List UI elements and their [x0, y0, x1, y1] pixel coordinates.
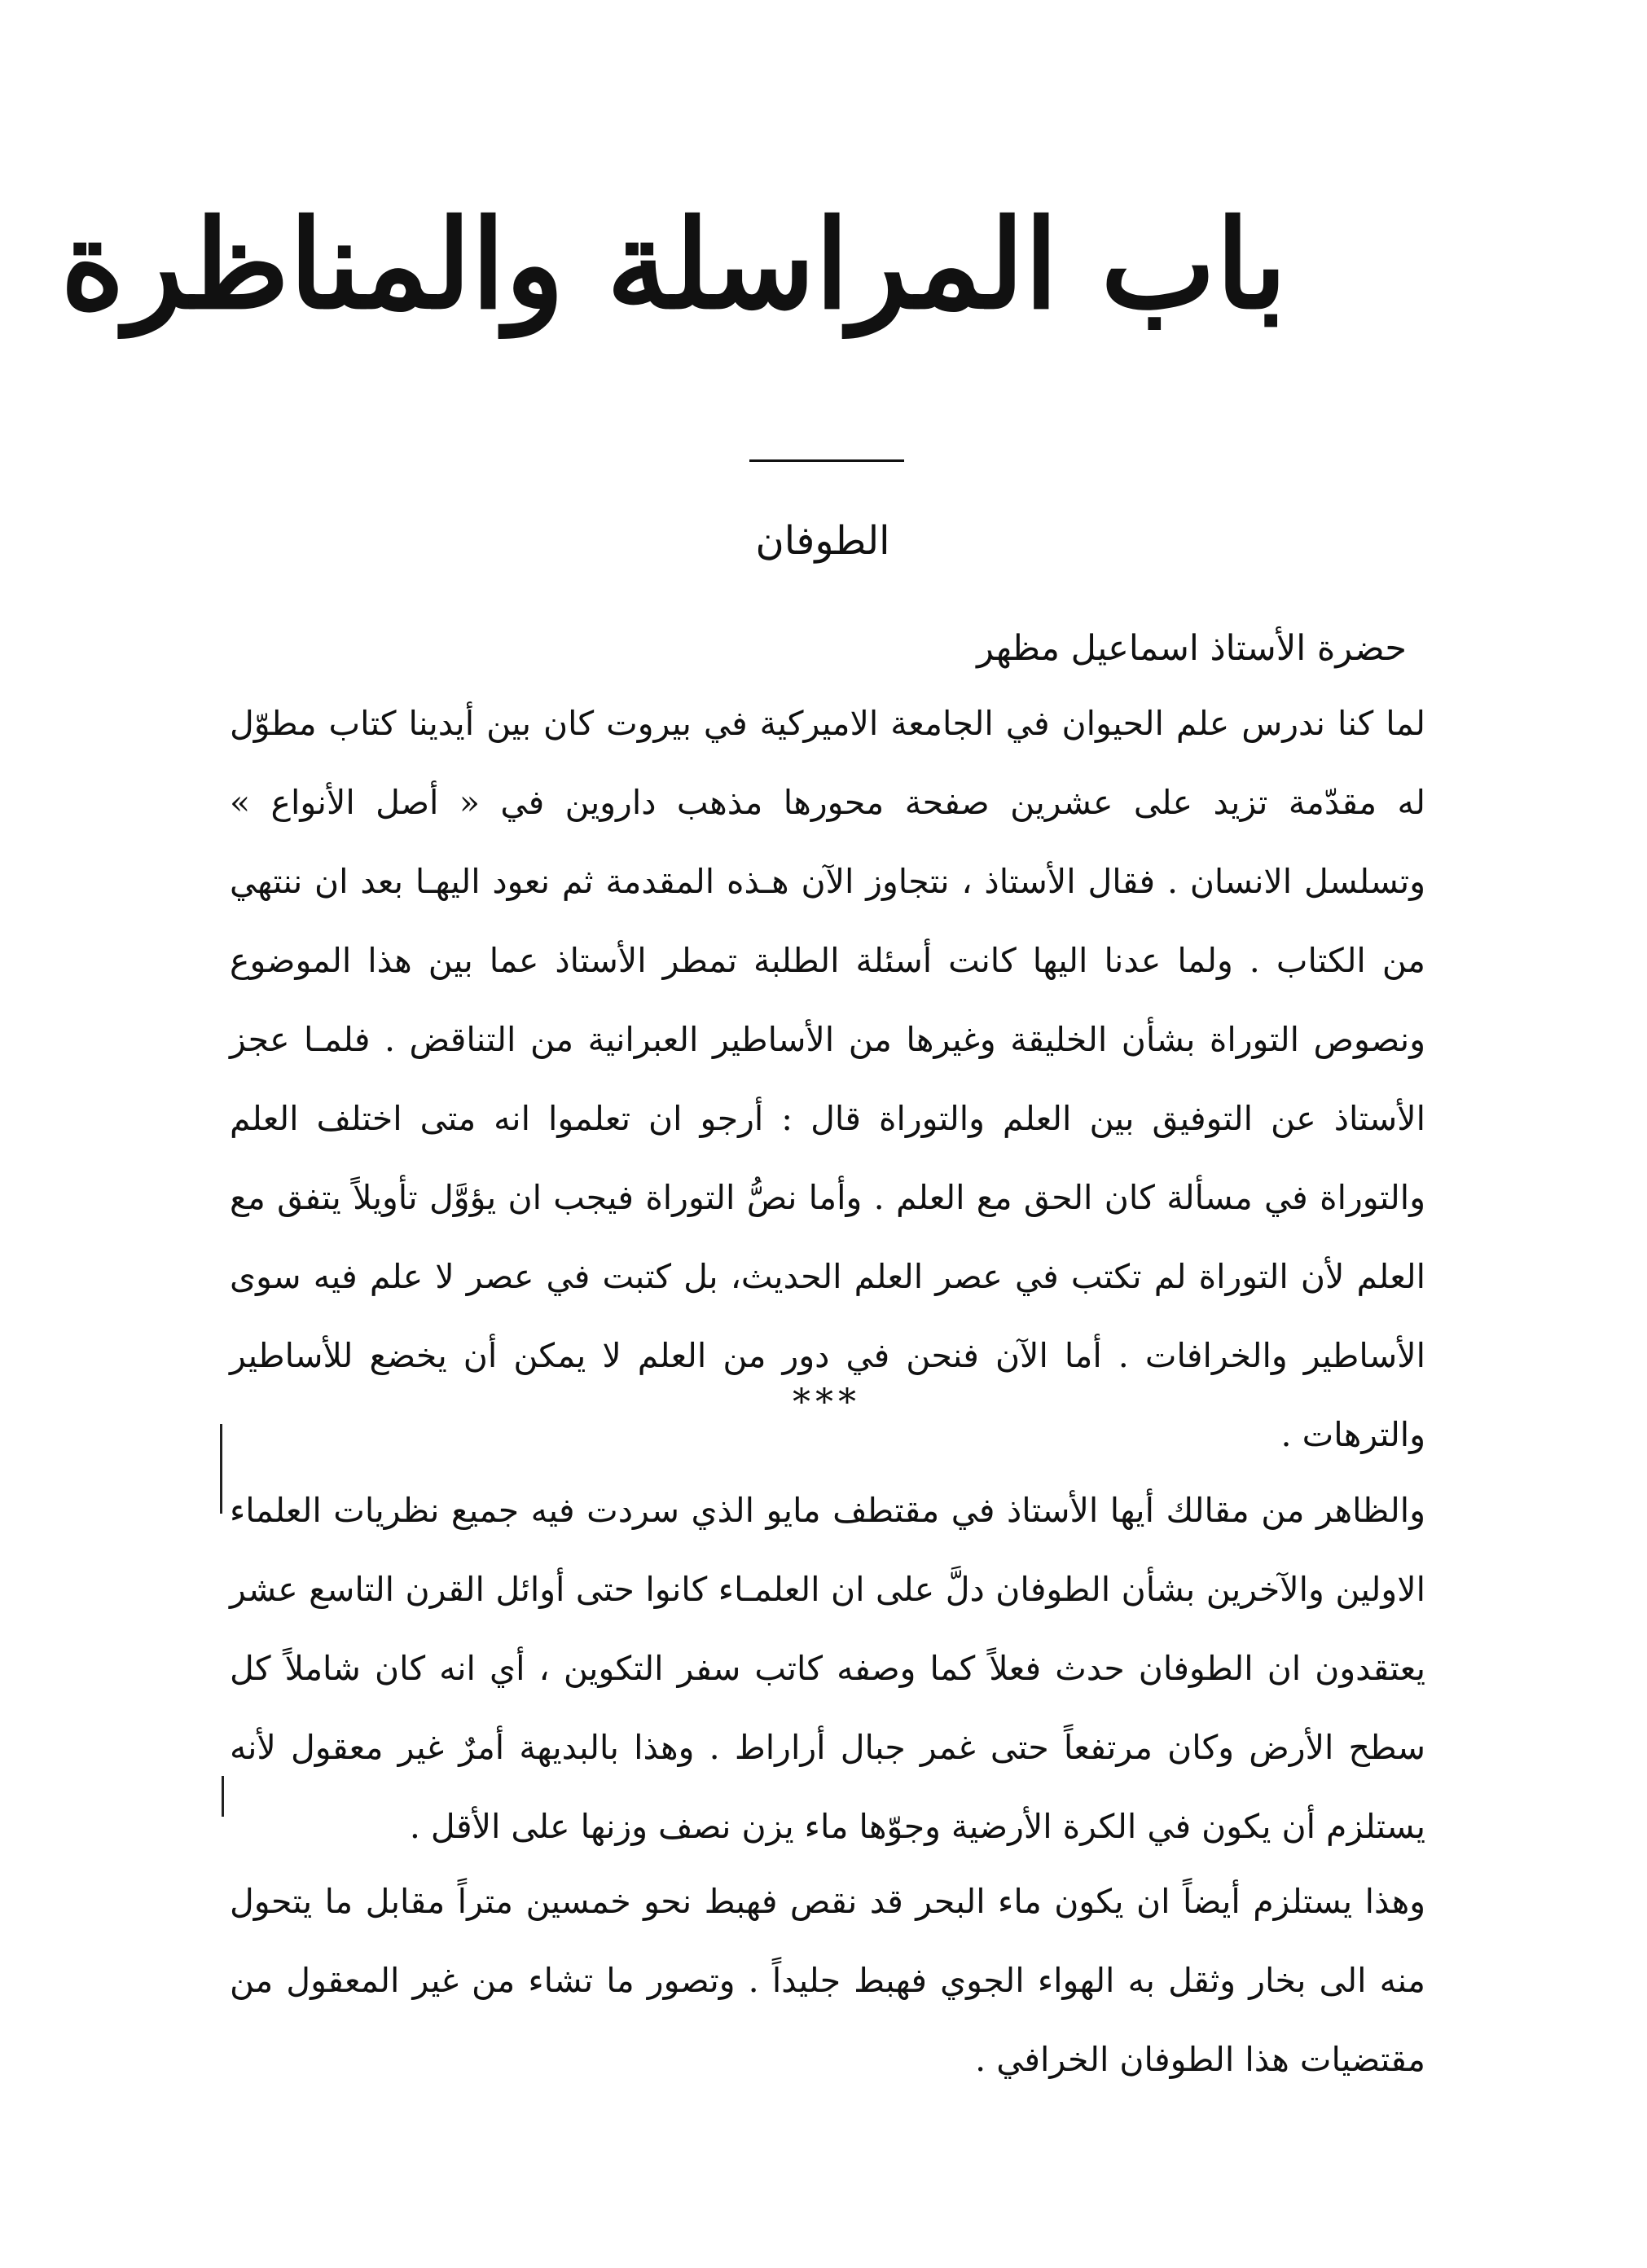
paragraph-3: وهذا يستلزم أيضاً ان يكون ماء البحر قد نقص فهبط نحو خمسين متراً مقابل ما يتحول منه الى بخار وثقل به الهواء الجوي فهبط جليداً . وتصور ما تشاء من غير المعقول من مقتضيات هذا الطوفان الخرافي . — [230, 1882, 1425, 2079]
title-divider — [749, 459, 904, 462]
addressee-line: حضرة الأستاذ اسماعيل مظهر — [977, 628, 1407, 669]
article-title: الطوفان — [755, 518, 890, 564]
section-separator: *** — [793, 1382, 861, 1423]
margin-line-mark — [222, 1776, 224, 1817]
margin-line-mark — [220, 1424, 222, 1514]
paragraph-1: لما كنا ندرس علم الحيوان في الجامعة الاميركية في بيروت كان بين أيدينا كتاب مطوّل له مقدّمة تزيد على عشرين صفحة محورها مذهب داروين في « أصل الأنواع » وتسلسل الانسان . فقال الأستاذ ، نتجاوز الآن هـذه المقدمة ثم نعود اليهـا بعد ان ننتهي من الكتاب . ولما عدنا اليها كانت أسئلة الطلبة تمطر الأستاذ عما بين هذا الموضوع ونصوص التوراة بشأن الخليقة وغيرها من الأساطير العبرانية من التناقض . فلمـا عجز الأستاذ عن التوفيق بين العلم والتوراة قال : أرجو ان تعلموا انه متى اختلف العلم والتوراة في مسألة كان الحق مع العلم . وأما نصُّ التوراة فيجب ان يؤوَّل تأويلاً يتفق مع العلم لأن التوراة لم تكتب في عصر العلم الحديث، بل كتبت في عصر لا علم فيه سوى الأساطير والخرافات . أما الآن فنحن في دور من العلم لا يمكن أن يخضع للأساطير والترهات . — [230, 704, 1425, 1454]
section-title: باب المراسلة والمناظرة — [60, 193, 1287, 336]
paragraph-2: والظاهر من مقالك أيها الأستاذ في مقتطف مايو الذي سردت فيه جميع نظريات العلماء الاولين والآخرين بشأن الطوفان دلَّ على ان العلمـاء كانوا حتى أوائل القرن التاسع عشر يعتقدون ان الطوفان حدث فعلاً كما وصفه كاتب سفر التكوين ، أي انه كان شاملاً كل سطح الأرض وكان مرتفعاً حتى غمر جبال أراراط . وهذا بالبديهة أمرٌ غير معقول لأنه يستلزم أن يكون في الكرة الأرضية وجوّها ماء يزن نصف وزنها على الأقل . — [230, 1491, 1425, 1846]
